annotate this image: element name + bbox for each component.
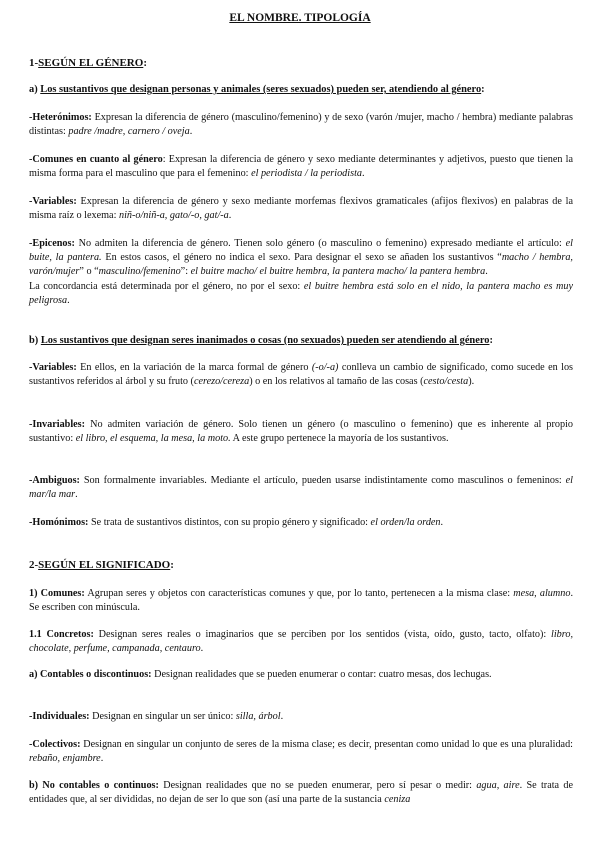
section-1-title: SEGÚN EL GÉNERO (38, 57, 144, 69)
text-concretos-1: Designan seres reales o imaginarios que se perciben por los sentidos (vista, oído, gusto, tacto, olfato): (93, 629, 552, 640)
end-variables-sexuados: . (228, 210, 232, 222)
term-homonimos: -Homónimos: (29, 517, 89, 528)
example-ambiguos: el mar/la mar (29, 475, 573, 501)
text-no-contables-1: Designan realidades que no se pueden enumerar, pero sí pesar o medir: (158, 780, 477, 791)
example-no-contables-1: agua, aire (476, 780, 520, 791)
text-colectivos-1: Designan en singular un conjunto de seres de la misma clase; es decir, presentan como unidad lo que es una pluralidad: (80, 739, 573, 750)
text-homonimos-2: . (440, 517, 444, 528)
text-contables: Designan realidades que se pueden enumerar o contar: cuatro mesas, dos lechugas. (151, 669, 492, 680)
term-invariables: -Invariables: (29, 419, 86, 430)
text-variables-4: ). (468, 376, 475, 388)
paragraph-concretos (29, 628, 573, 656)
text-invariables-1: No admiten variación de género. Solo tienen un género (o masculino o femenino) que es inherente al propio sustantivo: (29, 419, 573, 445)
subsection-b-heading (29, 334, 573, 348)
text-individuales-1: Designan en singular un ser único: (89, 711, 236, 722)
paragraph-variables-inanimados (29, 361, 573, 389)
term-individuales: -Individuales: (29, 711, 90, 722)
example-epicenos-4: el buitre macho/ el buitre hembra, la pantera macho/ la pantera hembra (190, 266, 486, 278)
text-epicenos-2: En estos casos, el género no indica el sexo. Para designar el sexo se añaden los sustantivos “ (101, 252, 502, 264)
section-1-colon: : (143, 57, 147, 69)
term-contables: a) Contables o discontinuos: (29, 669, 152, 680)
paragraph-variables-sexuados (29, 195, 573, 223)
text-concordancia: La concordancia está determinada por el género, no por el sexo: (29, 280, 304, 292)
text-comunes-2: . Se escriben con minúscula. (29, 588, 573, 614)
text-ambiguos-2: . (75, 489, 78, 501)
example-comunes: mesa, alumno (513, 588, 571, 599)
example-no-contables-2: ceniza (384, 794, 411, 806)
term-colectivos: -Colectivos: (29, 739, 81, 750)
text-invariables-2: A este grupo pertenece la mayoría de los sustantivos. (230, 433, 449, 445)
section-1-number: 1- (29, 57, 39, 69)
example-homonimos: el orden/la orden (370, 517, 441, 528)
text-ambiguos-1: Son formalmente invariables. Mediante el artículo, pueden usarse indistintamente como masculinos o femeninos: (79, 475, 566, 486)
paragraph-comunes-genero (29, 153, 573, 181)
section-2-title: SEGÚN EL SIGNIFICADO (38, 559, 171, 571)
section-2-heading (29, 558, 573, 572)
example-individuales: silla, árbol (235, 711, 281, 722)
subsection-b-prefix: b) (29, 335, 41, 346)
section-2-colon: : (170, 559, 174, 571)
paragraph-contables (29, 668, 573, 682)
subsection-a-prefix: a) (29, 84, 41, 95)
subsection-b-colon: : (489, 335, 493, 346)
paragraph-heteronimos (29, 111, 573, 139)
text-no-contables-2: . Se trata de entidades que, al ser divididas, no dejan de ser lo que son (así una parte de la sustancia (29, 780, 573, 806)
page-title: EL NOMBRE. TIPOLOGÍA (229, 12, 371, 24)
example-variables-sexuados: niñ-o/niñ-a, gato/-o, gat/-a (118, 210, 229, 222)
paragraph-ambiguos (29, 474, 573, 502)
section-1-heading (29, 56, 573, 70)
text-colectivos-2: . (100, 753, 104, 765)
example-variables-3: cesto/cesta (423, 376, 469, 388)
paragraph-individuales (29, 710, 573, 724)
text-comunes-1: Agrupan seres y objetos con características comunes y que, por lo tanto, pertenecen a la misma clase: (84, 588, 514, 599)
text-heteronimos: Expresan la diferencia de género (masculino/femenino) y de sexo (varón /mujer, macho / hembra) mediante palabras distintas: (29, 112, 573, 138)
term-variables-sexuados: -Variables: (29, 196, 77, 207)
text-variables-sexuados: Expresan la diferencia de género y sexo mediante morfemas flexivos gramaticales (afijos flexivos) en palabras de la misma raíz o lexema: (29, 196, 573, 222)
example-colectivos: rebaño, enjambre (29, 753, 101, 765)
text-epicenos-3: ” o “ (79, 266, 99, 278)
example-epicenos-1: el buite, la pantera. (29, 238, 573, 264)
section-2-number: 2- (29, 559, 39, 571)
subsection-a-title: Los sustantivos que designan personas y animales (seres sexuados) pueden ser, atendiendo al género (40, 84, 482, 95)
example-invariables: el libro, el esquema, la mesa, la moto. (75, 433, 231, 445)
text-variables-2: conlleva un cambio de significado, como sucede en los sustantivos referidos al árbol y su fruto ( (29, 362, 573, 388)
text-concretos-2: . (200, 643, 204, 655)
example-concordancia: el buitre hembra está solo en el nido, la pantera macho es muy peligrosa (29, 280, 573, 306)
term-no-contables: b) No contables o continuos: (29, 780, 159, 791)
example-variables-1: (-o/-a) (311, 362, 339, 373)
term-epicenos: -Epicenos: (29, 238, 75, 249)
term-comunes: 1) Comunes: (29, 588, 85, 599)
text-comunes-genero: : Expresan la diferencia de género y sexo mediante determinantes y adjetivos, puesto que tienen la misma forma para el masculino que para el femenino: (29, 154, 573, 180)
paragraph-homonimos (29, 516, 573, 530)
text-epicenos-5: . (485, 266, 488, 278)
example-concretos: libro, chocolate, perfume, campanada, centauro (29, 629, 573, 655)
example-heteronimos: padre /madre, carnero / oveja (68, 126, 190, 138)
paragraph-comunes (29, 587, 573, 615)
example-comunes-genero: el periodista / la periodista (251, 168, 362, 180)
text-epicenos-1: No admiten la diferencia de género. Tienen solo género (o masculino o femenino) expresado mediante el artículo: (74, 238, 566, 249)
term-ambiguos: -Ambiguos: (29, 475, 80, 486)
text-variables-1: En ellos, en la variación de la marca formal de género (76, 362, 312, 373)
text-individuales-2: . (280, 711, 284, 722)
text-epicenos-4: ”: (180, 266, 191, 278)
end-heteronimos: . (189, 126, 193, 138)
term-concretos: 1.1 Concretos: (29, 629, 94, 640)
subsection-a-heading (29, 83, 573, 97)
paragraph-epicenos (29, 237, 573, 308)
paragraph-colectivos (29, 738, 573, 766)
text-variables-3: ) o en los relativos al tamaño de las cosas ( (249, 376, 424, 388)
end-concordancia: . (67, 294, 70, 306)
example-epicenos-3: masculino/femenino (98, 266, 181, 278)
subsection-a-colon: : (481, 84, 485, 95)
text-homonimos-1: Se trata de sustantivos distintos, con su propio género y significado: (88, 517, 371, 528)
term-variables-inanimados: -Variables: (29, 362, 77, 373)
paragraph-no-contables (29, 779, 573, 807)
end-comunes-genero: . (362, 168, 365, 180)
example-variables-2: cerezo/cereza (193, 376, 250, 388)
term-comunes-genero: -Comunes en cuanto al género (29, 154, 163, 165)
subsection-b-title: Los sustantivos que designan seres inanimados o cosas (no sexuados) pueden ser atendiendo al género (40, 335, 490, 346)
term-heteronimos: -Heterónimos: (29, 112, 92, 123)
paragraph-invariables (29, 418, 573, 446)
example-epicenos-2: macho / hembra, varón/mujer (29, 252, 573, 278)
